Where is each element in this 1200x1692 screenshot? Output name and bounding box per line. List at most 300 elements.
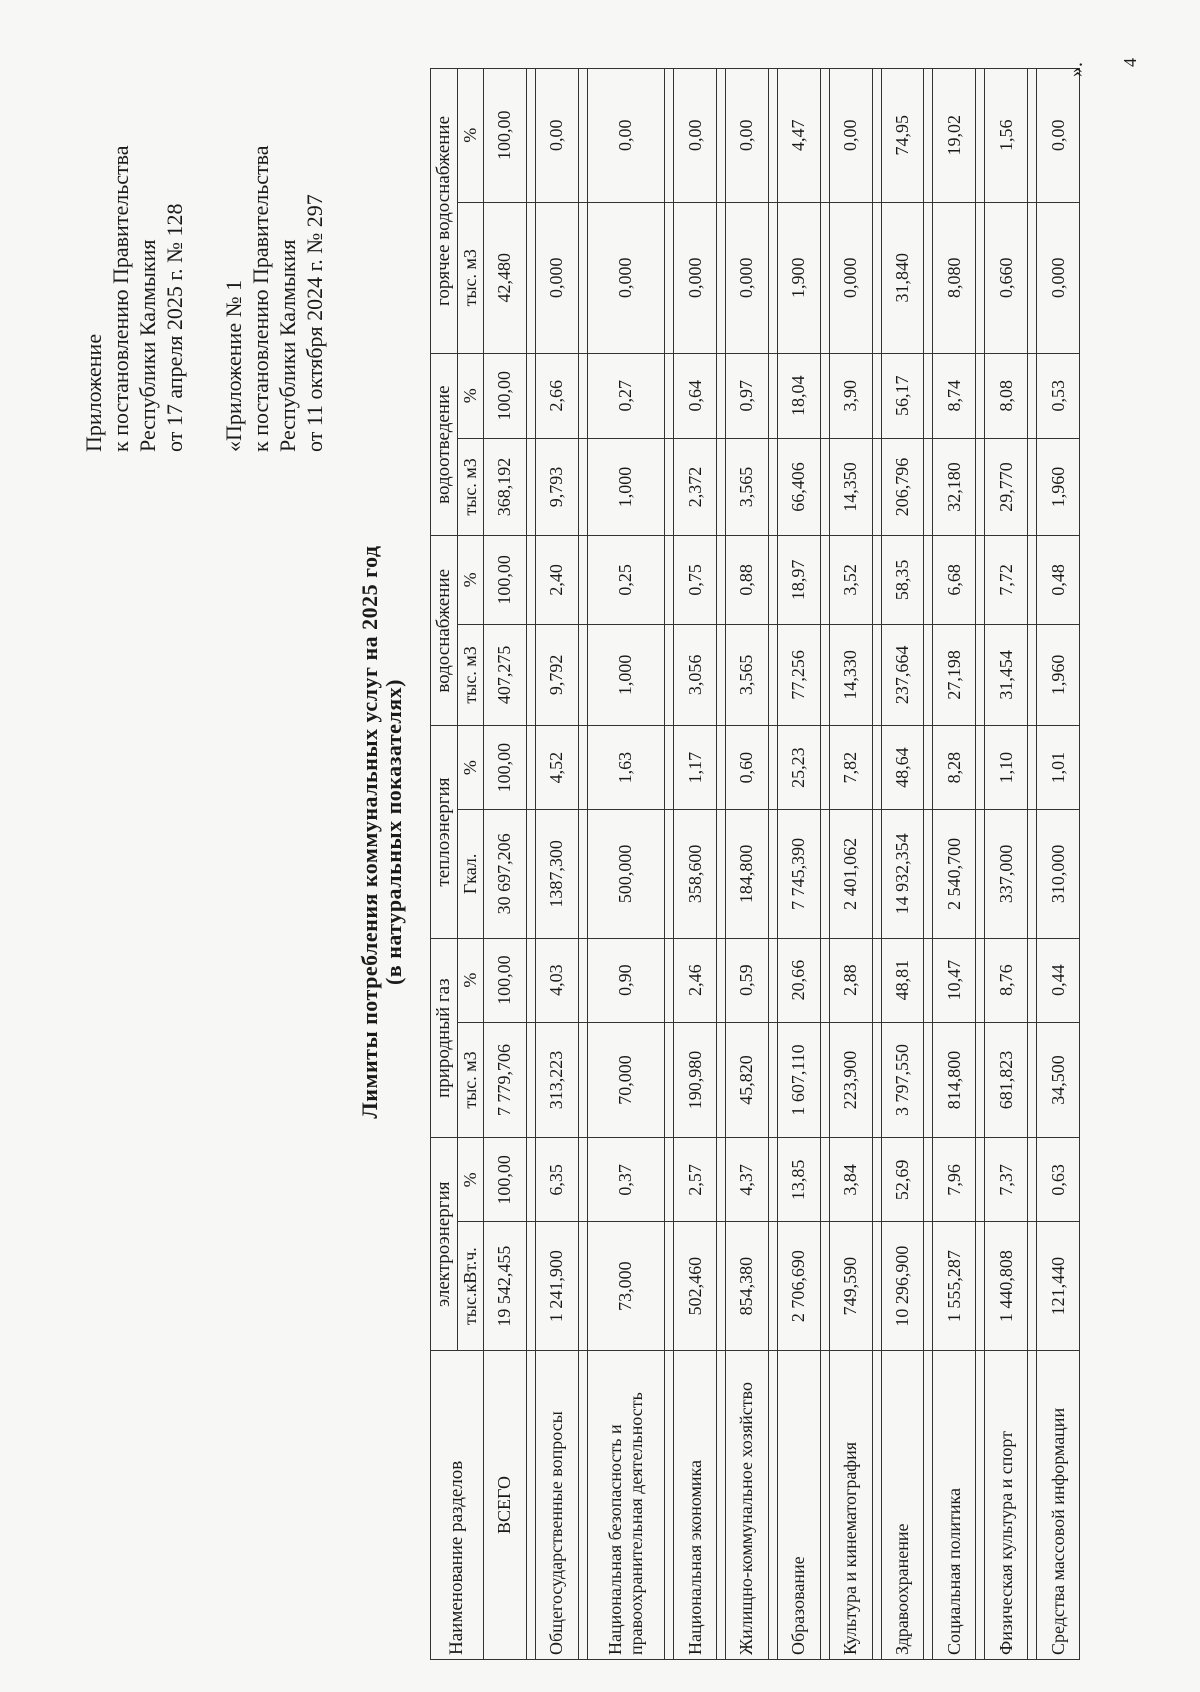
value-cell: 184,800 xyxy=(725,810,768,939)
percent-cell: 19,02 xyxy=(933,69,976,203)
percent-cell: 18,04 xyxy=(777,353,820,438)
value-cell: 3,056 xyxy=(674,624,717,726)
spacer-cell xyxy=(768,726,777,810)
spacer-cell xyxy=(976,536,985,624)
unit-header: % xyxy=(458,69,484,203)
percent-cell: 4,47 xyxy=(777,69,820,203)
percent-cell: 1,63 xyxy=(587,726,664,810)
value-cell: 749,590 xyxy=(829,1222,872,1351)
table-body xyxy=(484,69,1080,1660)
percent-cell: 1,10 xyxy=(985,726,1028,810)
value-cell: 77,256 xyxy=(777,624,820,726)
spacer-cell xyxy=(872,536,881,624)
spacer-cell xyxy=(578,536,587,624)
spacer-cell xyxy=(1028,202,1037,353)
value-cell: 190,980 xyxy=(674,1022,717,1138)
row-name: Средства массовой информации xyxy=(1037,1351,1080,1660)
spacer-cell xyxy=(924,1138,933,1222)
spacer-cell xyxy=(716,624,725,726)
percent-cell: 100,00 xyxy=(484,69,527,203)
spacer-cell xyxy=(820,1351,829,1660)
percent-cell: 0,00 xyxy=(725,69,768,203)
percent-cell: 74,95 xyxy=(881,69,924,203)
value-cell: 500,000 xyxy=(587,810,664,939)
group-header-sewer: водоотведение xyxy=(431,353,458,535)
spacer-cell xyxy=(578,938,587,1022)
row-name: Национальная безопасность и правоохранительная деятельность xyxy=(587,1351,664,1660)
unit-header: % xyxy=(458,1138,484,1222)
spacer-cell xyxy=(526,353,535,438)
row-spacer xyxy=(924,69,933,1660)
value-cell: 32,180 xyxy=(933,438,976,536)
spacer-cell xyxy=(578,1022,587,1138)
spacer-cell xyxy=(716,1138,725,1222)
group-header-electricity: электроэнергия xyxy=(431,1138,458,1351)
group-header-water: водоснабжение xyxy=(431,536,458,726)
percent-cell: 0,37 xyxy=(587,1138,664,1222)
spacer-cell xyxy=(578,810,587,939)
spacer-cell xyxy=(872,810,881,939)
percent-cell: 7,82 xyxy=(829,726,872,810)
spacer-cell xyxy=(526,536,535,624)
percent-cell: 1,17 xyxy=(674,726,717,810)
spacer-cell xyxy=(872,1138,881,1222)
spacer-cell xyxy=(1028,1138,1037,1222)
appendix-header: Приложение к постановлению Правительства Республики Калмыкия от 17 апреля 2025 г. № 128 xyxy=(81,145,187,452)
spacer-cell xyxy=(768,1138,777,1222)
percent-cell: 100,00 xyxy=(484,1138,527,1222)
spacer-cell xyxy=(716,202,725,353)
percent-cell: 0,00 xyxy=(587,69,664,203)
percent-cell: 2,66 xyxy=(535,353,578,438)
percent-cell: 56,17 xyxy=(881,353,924,438)
spacer-cell xyxy=(665,69,674,203)
spacer-cell xyxy=(872,353,881,438)
value-cell: 42,480 xyxy=(484,202,527,353)
spacer-cell xyxy=(1028,1222,1037,1351)
value-cell: 3,565 xyxy=(725,438,768,536)
percent-cell: 2,88 xyxy=(829,938,872,1022)
percent-cell: 7,72 xyxy=(985,536,1028,624)
value-cell: 1387,300 xyxy=(535,810,578,939)
value-cell: 34,500 xyxy=(1037,1022,1080,1138)
value-cell: 368,192 xyxy=(484,438,527,536)
spacer-cell xyxy=(526,1351,535,1660)
spacer-cell xyxy=(872,938,881,1022)
percent-cell: 0,48 xyxy=(1037,536,1080,624)
table-row xyxy=(777,69,820,1660)
spacer-cell xyxy=(665,438,674,536)
table-row xyxy=(933,69,976,1660)
spacer-cell xyxy=(1028,69,1037,203)
percent-cell: 0,64 xyxy=(674,353,717,438)
value-cell: 1,000 xyxy=(587,438,664,536)
percent-cell: 2,46 xyxy=(674,938,717,1022)
percent-cell: 0,90 xyxy=(587,938,664,1022)
value-cell: 681,823 xyxy=(985,1022,1028,1138)
percent-cell: 7,37 xyxy=(985,1138,1028,1222)
spacer-cell xyxy=(872,1022,881,1138)
unit-header: тыс. м3 xyxy=(458,624,484,726)
spacer-cell xyxy=(872,624,881,726)
spacer-cell xyxy=(924,726,933,810)
value-cell: 407,275 xyxy=(484,624,527,726)
row-name: Национальная экономика xyxy=(674,1351,717,1660)
spacer-cell xyxy=(1028,438,1037,536)
row-spacer xyxy=(526,69,535,1660)
value-cell: 0,000 xyxy=(587,202,664,353)
spacer-cell xyxy=(665,1351,674,1660)
spacer-cell xyxy=(976,938,985,1022)
unit-header: тыс. м3 xyxy=(458,1022,484,1138)
spacer-cell xyxy=(768,1022,777,1138)
spacer-cell xyxy=(716,1022,725,1138)
spacer-cell xyxy=(578,69,587,203)
spacer-cell xyxy=(768,536,777,624)
spacer-cell xyxy=(578,202,587,353)
spacer-cell xyxy=(820,1022,829,1138)
value-cell: 66,406 xyxy=(777,438,820,536)
spacer-cell xyxy=(526,69,535,203)
percent-cell: 0,59 xyxy=(725,938,768,1022)
spacer-cell xyxy=(768,202,777,353)
spacer-cell xyxy=(976,1138,985,1222)
spacer-cell xyxy=(665,1222,674,1351)
value-cell: 45,820 xyxy=(725,1022,768,1138)
spacer-cell xyxy=(976,353,985,438)
spacer-cell xyxy=(716,810,725,939)
percent-cell: 2,40 xyxy=(535,536,578,624)
limits-table xyxy=(430,68,1080,1660)
value-cell: 1 555,287 xyxy=(933,1222,976,1351)
row-spacer xyxy=(665,69,674,1660)
percent-cell: 7,96 xyxy=(933,1138,976,1222)
percent-cell: 4,37 xyxy=(725,1138,768,1222)
spacer-cell xyxy=(526,438,535,536)
value-cell: 29,770 xyxy=(985,438,1028,536)
spacer-cell xyxy=(820,1222,829,1351)
spacer-cell xyxy=(924,1351,933,1660)
row-name: Здравоохранение xyxy=(881,1351,924,1660)
spacer-cell xyxy=(924,353,933,438)
value-cell: 502,460 xyxy=(674,1222,717,1351)
value-cell: 1,960 xyxy=(1037,624,1080,726)
value-cell: 27,198 xyxy=(933,624,976,726)
table-row xyxy=(674,69,717,1660)
percent-cell: 100,00 xyxy=(484,726,527,810)
percent-cell: 0,60 xyxy=(725,726,768,810)
spacer-cell xyxy=(665,1138,674,1222)
percent-cell: 0,27 xyxy=(587,353,664,438)
spacer-cell xyxy=(820,938,829,1022)
percent-cell: 1,01 xyxy=(1037,726,1080,810)
percent-cell: 0,75 xyxy=(674,536,717,624)
value-cell: 31,454 xyxy=(985,624,1028,726)
percent-cell: 18,97 xyxy=(777,536,820,624)
percent-cell: 58,35 xyxy=(881,536,924,624)
value-cell: 73,000 xyxy=(587,1222,664,1351)
percent-cell: 0,00 xyxy=(829,69,872,203)
spacer-cell xyxy=(665,938,674,1022)
value-cell: 2 401,062 xyxy=(829,810,872,939)
percent-cell: 8,08 xyxy=(985,353,1028,438)
value-cell: 358,600 xyxy=(674,810,717,939)
spacer-cell xyxy=(820,726,829,810)
spacer-cell xyxy=(976,1351,985,1660)
percent-cell: 100,00 xyxy=(484,536,527,624)
name-column-header: Наименование разделов xyxy=(431,1351,484,1660)
spacer-cell xyxy=(768,1351,777,1660)
unit-header: тыс. м3 xyxy=(458,438,484,536)
spacer-cell xyxy=(924,438,933,536)
spacer-cell xyxy=(1028,353,1037,438)
value-cell: 0,000 xyxy=(535,202,578,353)
table-row xyxy=(881,69,924,1660)
value-cell: 14,330 xyxy=(829,624,872,726)
percent-cell: 0,44 xyxy=(1037,938,1080,1022)
percent-cell: 20,66 xyxy=(777,938,820,1022)
spacer-cell xyxy=(976,726,985,810)
value-cell: 2,372 xyxy=(674,438,717,536)
spacer-cell xyxy=(820,624,829,726)
spacer-cell xyxy=(976,1022,985,1138)
spacer-cell xyxy=(820,438,829,536)
value-cell: 9,793 xyxy=(535,438,578,536)
table-row xyxy=(829,69,872,1660)
spacer-cell xyxy=(578,624,587,726)
unit-header: % xyxy=(458,938,484,1022)
spacer-cell xyxy=(924,810,933,939)
percent-cell: 3,52 xyxy=(829,536,872,624)
value-cell: 814,800 xyxy=(933,1022,976,1138)
percent-cell: 2,57 xyxy=(674,1138,717,1222)
spacer-cell xyxy=(976,624,985,726)
percent-cell: 100,00 xyxy=(484,938,527,1022)
table-row xyxy=(1037,69,1080,1660)
spacer-cell xyxy=(976,438,985,536)
spacer-cell xyxy=(526,1138,535,1222)
percent-cell: 6,35 xyxy=(535,1138,578,1222)
spacer-cell xyxy=(768,353,777,438)
spacer-cell xyxy=(872,438,881,536)
value-cell: 8,080 xyxy=(933,202,976,353)
group-header-heat: теплоэнергия xyxy=(431,726,458,939)
spacer-cell xyxy=(1028,810,1037,939)
row-name: Образование xyxy=(777,1351,820,1660)
row-name: Жилищно-коммунальное хозяйство xyxy=(725,1351,768,1660)
row-spacer xyxy=(578,69,587,1660)
spacer-cell xyxy=(924,624,933,726)
spacer-cell xyxy=(924,69,933,203)
percent-cell: 8,76 xyxy=(985,938,1028,1022)
spacer-cell xyxy=(526,810,535,939)
table-row xyxy=(587,69,664,1660)
row-name: Физическая культура и спорт xyxy=(985,1351,1028,1660)
value-cell: 0,000 xyxy=(829,202,872,353)
percent-cell: 1,56 xyxy=(985,69,1028,203)
spacer-cell xyxy=(716,438,725,536)
value-cell: 0,000 xyxy=(1037,202,1080,353)
value-cell: 19 542,455 xyxy=(484,1222,527,1351)
spacer-cell xyxy=(716,726,725,810)
percent-cell: 4,03 xyxy=(535,938,578,1022)
value-cell: 206,796 xyxy=(881,438,924,536)
percent-cell: 0,63 xyxy=(1037,1138,1080,1222)
value-cell: 30 697,206 xyxy=(484,810,527,939)
spacer-cell xyxy=(924,1222,933,1351)
spacer-cell xyxy=(1028,1351,1037,1660)
spacer-cell xyxy=(665,536,674,624)
percent-cell: 13,85 xyxy=(777,1138,820,1222)
spacer-cell xyxy=(1028,536,1037,624)
group-header-row xyxy=(431,69,458,1660)
spacer-cell xyxy=(716,536,725,624)
row-spacer xyxy=(820,69,829,1660)
value-cell: 1,000 xyxy=(587,624,664,726)
value-cell: 7 745,390 xyxy=(777,810,820,939)
spacer-cell xyxy=(1028,726,1037,810)
spacer-cell xyxy=(578,726,587,810)
spacer-cell xyxy=(526,624,535,726)
unit-header: Гкал. xyxy=(458,810,484,939)
percent-cell: 48,81 xyxy=(881,938,924,1022)
spacer-cell xyxy=(716,938,725,1022)
spacer-cell xyxy=(716,1351,725,1660)
percent-cell: 25,23 xyxy=(777,726,820,810)
spacer-cell xyxy=(665,624,674,726)
spacer-cell xyxy=(768,810,777,939)
value-cell: 0,000 xyxy=(725,202,768,353)
spacer-cell xyxy=(526,938,535,1022)
spacer-cell xyxy=(820,536,829,624)
value-cell: 2 540,700 xyxy=(933,810,976,939)
percent-cell: 8,74 xyxy=(933,353,976,438)
value-cell: 0,000 xyxy=(674,202,717,353)
group-header-gas: природный газ xyxy=(431,938,458,1138)
unit-header: % xyxy=(458,536,484,624)
value-cell: 10 296,900 xyxy=(881,1222,924,1351)
value-cell: 0,660 xyxy=(985,202,1028,353)
spacer-cell xyxy=(1028,624,1037,726)
row-name: Общегосударственные вопросы xyxy=(535,1351,578,1660)
value-cell: 1 241,900 xyxy=(535,1222,578,1351)
spacer-cell xyxy=(820,202,829,353)
table-row xyxy=(725,69,768,1660)
spacer-cell xyxy=(665,202,674,353)
unit-header: тыс.кВт.ч. xyxy=(458,1222,484,1351)
spacer-cell xyxy=(526,1222,535,1351)
value-cell: 1 607,110 xyxy=(777,1022,820,1138)
value-cell: 1,900 xyxy=(777,202,820,353)
spacer-cell xyxy=(976,69,985,203)
percent-cell: 4,52 xyxy=(535,726,578,810)
spacer-cell xyxy=(820,353,829,438)
page-number: 4 xyxy=(1120,58,1140,67)
spacer-cell xyxy=(872,1222,881,1351)
spacer-cell xyxy=(768,69,777,203)
percent-cell: 0,00 xyxy=(674,69,717,203)
table-row-total xyxy=(484,69,527,1660)
group-header-hot-water: горячее водоснабжение xyxy=(431,69,458,354)
value-cell: 14,350 xyxy=(829,438,872,536)
value-cell: 854,380 xyxy=(725,1222,768,1351)
spacer-cell xyxy=(924,1022,933,1138)
spacer-cell xyxy=(526,726,535,810)
value-cell: 70,000 xyxy=(587,1022,664,1138)
spacer-cell xyxy=(578,1222,587,1351)
spacer-cell xyxy=(665,353,674,438)
spacer-cell xyxy=(716,69,725,203)
percent-cell: 0,88 xyxy=(725,536,768,624)
spacer-cell xyxy=(768,438,777,536)
spacer-cell xyxy=(924,938,933,1022)
spacer-cell xyxy=(872,1351,881,1660)
appendix-header-original: «Приложение № 1 к постановлению Правительства Республики Калмыкия от 11 октября 2024 г. № 297 xyxy=(221,145,327,452)
percent-cell: 48,64 xyxy=(881,726,924,810)
value-cell: 1,960 xyxy=(1037,438,1080,536)
spacer-cell xyxy=(768,1222,777,1351)
value-cell: 223,900 xyxy=(829,1022,872,1138)
spacer-cell xyxy=(872,726,881,810)
spacer-cell xyxy=(526,1022,535,1138)
spacer-cell xyxy=(768,624,777,726)
unit-header: тыс. м3 xyxy=(458,202,484,353)
percent-cell: 0,97 xyxy=(725,353,768,438)
closing-mark: ». xyxy=(1065,62,1087,77)
spacer-cell xyxy=(924,202,933,353)
percent-cell: 0,00 xyxy=(1037,69,1080,203)
value-cell: 310,000 xyxy=(1037,810,1080,939)
percent-cell: 0,53 xyxy=(1037,353,1080,438)
document-title: Лимиты потребления коммунальных услуг на 2025 год (в натуральных показателях) xyxy=(357,545,406,1119)
unit-header: % xyxy=(458,726,484,810)
percent-cell: 10,47 xyxy=(933,938,976,1022)
spacer-cell xyxy=(665,726,674,810)
percent-cell: 0,25 xyxy=(587,536,664,624)
row-name: ВСЕГО xyxy=(484,1351,527,1660)
row-spacer xyxy=(1028,69,1037,1660)
row-spacer xyxy=(872,69,881,1660)
value-cell: 121,440 xyxy=(1037,1222,1080,1351)
spacer-cell xyxy=(872,69,881,203)
spacer-cell xyxy=(976,1222,985,1351)
percent-cell: 3,84 xyxy=(829,1138,872,1222)
spacer-cell xyxy=(976,202,985,353)
percent-cell: 52,69 xyxy=(881,1138,924,1222)
spacer-cell xyxy=(1028,938,1037,1022)
value-cell: 7 779,706 xyxy=(484,1022,527,1138)
spacer-cell xyxy=(716,1222,725,1351)
percent-cell: 3,90 xyxy=(829,353,872,438)
row-spacer xyxy=(976,69,985,1660)
value-cell: 2 706,690 xyxy=(777,1222,820,1351)
value-cell: 3,565 xyxy=(725,624,768,726)
unit-header: % xyxy=(458,353,484,438)
spacer-cell xyxy=(924,536,933,624)
percent-cell: 8,28 xyxy=(933,726,976,810)
spacer-cell xyxy=(716,353,725,438)
value-cell: 337,000 xyxy=(985,810,1028,939)
spacer-cell xyxy=(578,438,587,536)
value-cell: 1 440,808 xyxy=(985,1222,1028,1351)
table-row xyxy=(535,69,578,1660)
value-cell: 9,792 xyxy=(535,624,578,726)
spacer-cell xyxy=(976,810,985,939)
spacer-cell xyxy=(665,810,674,939)
value-cell: 237,664 xyxy=(881,624,924,726)
value-cell: 313,223 xyxy=(535,1022,578,1138)
spacer-cell xyxy=(820,69,829,203)
